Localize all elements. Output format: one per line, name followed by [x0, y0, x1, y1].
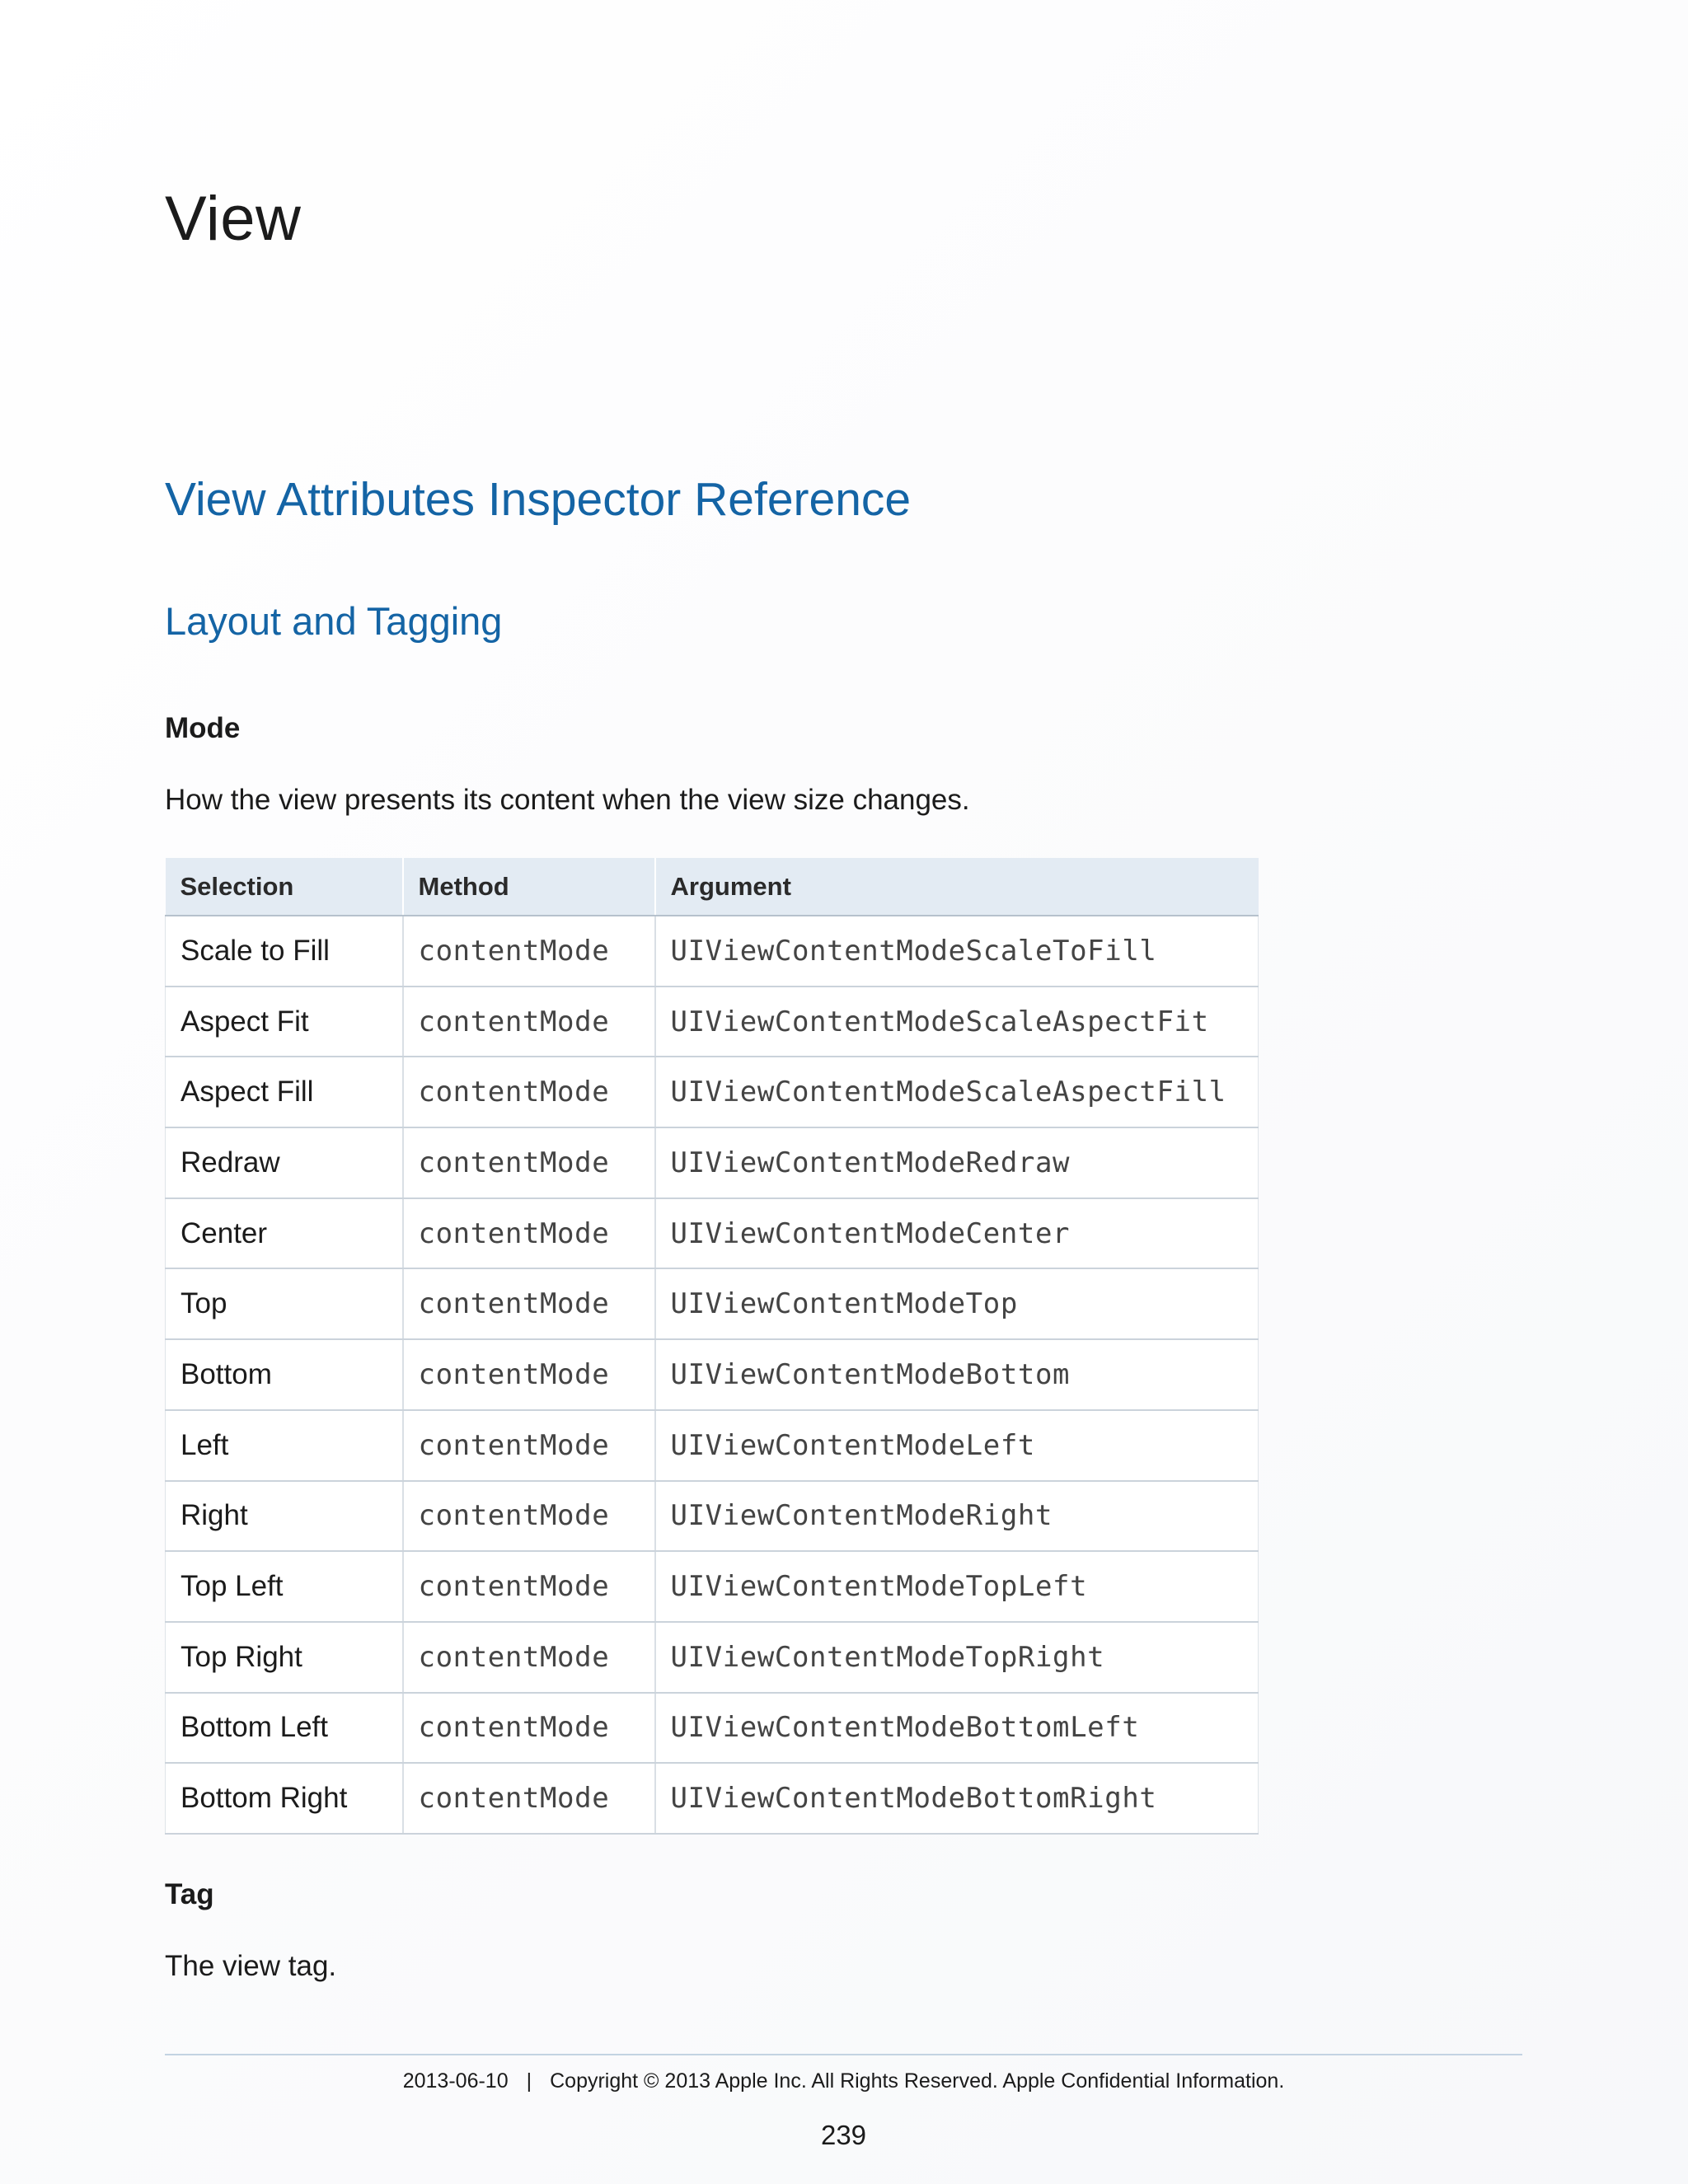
table-row — [166, 1551, 1259, 1622]
cell-selection: Scale to Fill — [166, 916, 403, 987]
tag-description: The view tag. — [165, 1950, 337, 1982]
page-number: 239 — [820, 2120, 867, 2150]
cell-method: contentMode — [403, 916, 655, 987]
table-row — [166, 987, 1259, 1057]
cell-selection: Right — [166, 1481, 403, 1552]
mode-description: How the view presents its content when the view size changes. — [165, 784, 970, 816]
cell-selection: Aspect Fill — [166, 1057, 403, 1127]
table-row — [166, 1622, 1259, 1693]
cell-selection: Left — [166, 1410, 403, 1481]
table-row — [166, 1057, 1259, 1127]
cell-selection: Bottom — [166, 1339, 403, 1410]
cell-argument: UIViewContentModeScaleAspectFit — [655, 987, 1259, 1057]
table-row — [166, 1763, 1259, 1834]
footer — [165, 2071, 1522, 2092]
header-argument: Argument — [655, 858, 1259, 916]
cell-selection: Top — [166, 1268, 403, 1339]
footer-divider — [165, 2054, 1522, 2055]
table-row — [166, 1410, 1259, 1481]
cell-method: contentMode — [403, 1410, 655, 1481]
table-row — [166, 1481, 1259, 1552]
cell-argument: UIViewContentModeTop — [655, 1268, 1259, 1339]
table-header-row — [166, 858, 1259, 916]
cell-argument: UIViewContentModeBottomLeft — [655, 1693, 1259, 1764]
cell-argument: UIViewContentModeLeft — [655, 1410, 1259, 1481]
cell-selection: Center — [166, 1198, 403, 1269]
content-mode-table — [165, 858, 1259, 1835]
cell-argument: UIViewContentModeBottom — [655, 1339, 1259, 1410]
footer-separator: | — [526, 2069, 532, 2093]
table-row — [166, 1127, 1259, 1198]
footer-copyright: Copyright © 2013 Apple Inc. All Rights Reserved. Apple Confidential Information. — [550, 2069, 1285, 2093]
cell-argument: UIViewContentModeRight — [655, 1481, 1259, 1552]
header-method: Method — [403, 858, 655, 916]
cell-argument: UIViewContentModeTopLeft — [655, 1551, 1259, 1622]
cell-method: contentMode — [403, 1763, 655, 1834]
table-row — [166, 1693, 1259, 1764]
cell-argument: UIViewContentModeCenter — [655, 1198, 1259, 1269]
cell-argument: UIViewContentModeScaleAspectFill — [655, 1057, 1259, 1127]
cell-selection: Top Left — [166, 1551, 403, 1622]
cell-argument: UIViewContentModeScaleToFill — [655, 916, 1259, 987]
cell-selection: Aspect Fit — [166, 987, 403, 1057]
cell-method: contentMode — [403, 1481, 655, 1552]
cell-method: contentMode — [403, 1057, 655, 1127]
table-row — [166, 1268, 1259, 1339]
mode-term: Mode — [165, 712, 241, 744]
cell-method: contentMode — [403, 1693, 655, 1764]
table-row — [166, 916, 1259, 987]
cell-method: contentMode — [403, 1339, 655, 1410]
cell-selection: Bottom Left — [166, 1693, 403, 1764]
subsection-title: Layout and Tagging — [165, 599, 503, 643]
cell-method: contentMode — [403, 1198, 655, 1269]
chapter-title: View — [165, 184, 302, 254]
cell-selection: Redraw — [166, 1127, 403, 1198]
footer-date: 2013-06-10 — [402, 2069, 509, 2093]
cell-argument: UIViewContentModeRedraw — [655, 1127, 1259, 1198]
header-selection: Selection — [166, 858, 403, 916]
cell-method: contentMode — [403, 1551, 655, 1622]
cell-method: contentMode — [403, 1622, 655, 1693]
tag-term: Tag — [165, 1878, 214, 1910]
cell-method: contentMode — [403, 1268, 655, 1339]
section-title: View Attributes Inspector Reference — [165, 473, 912, 526]
table-row — [166, 1339, 1259, 1410]
cell-method: contentMode — [403, 987, 655, 1057]
cell-argument: UIViewContentModeTopRight — [655, 1622, 1259, 1693]
cell-argument: UIViewContentModeBottomRight — [655, 1763, 1259, 1834]
cell-selection: Bottom Right — [166, 1763, 403, 1834]
cell-selection: Top Right — [166, 1622, 403, 1693]
cell-method: contentMode — [403, 1127, 655, 1198]
table-row — [166, 1198, 1259, 1269]
